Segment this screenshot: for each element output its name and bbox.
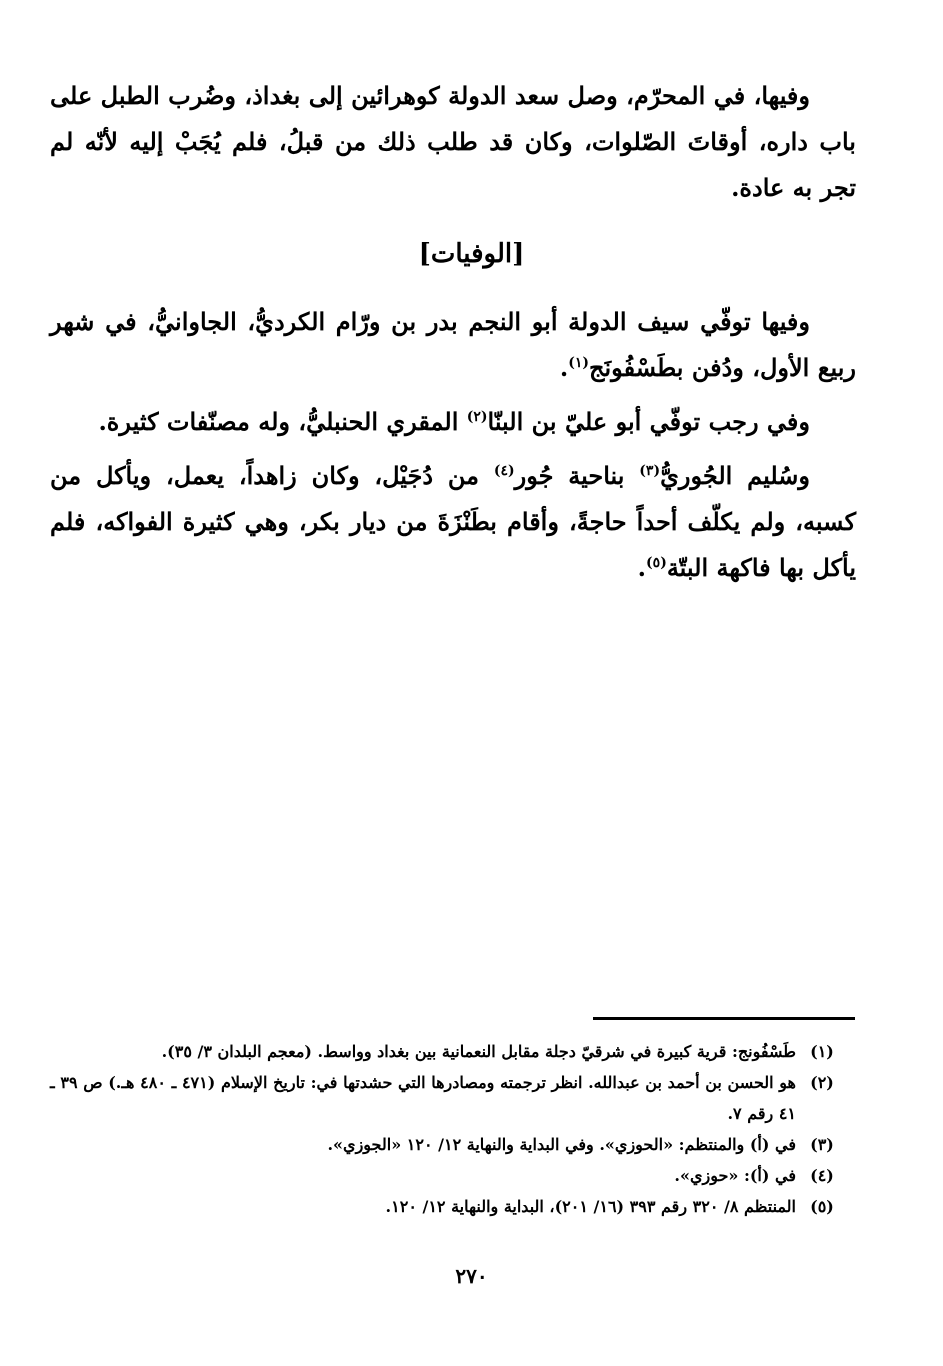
footnote-item [50,1129,856,1160]
paragraph-sulaym [50,453,856,591]
paragraph-sulaym-text-3: من دُجَيْل، وكان زاهداً، يعمل، ويأكل من كسبه، ولم يكلّف أحداً حاجةً، وأقام بطَنْزَةَ من ديار بكر، وهي كثيرة الفواكه، فلم يأكل بها فاكهة البتّة [50,461,856,582]
paragraph-badr-text: وفيها توفّي سيف الدولة أبو النجم بدر بن ورّام الكرديُّ، الجاوانيُّ، في شهر ربيع الأول، ودُفن بطَسْفُونَج [50,307,856,382]
paragraph-badr-end: . [559,353,569,382]
page-number: ٢٧٠ [455,1264,488,1288]
footnote-text: المنتظم ٨/ ٣٢٠ رقم ٣٩٣ (١٦/ ٢٠١)، البداية والنهاية ١٢/ ١٢٠. [385,1197,796,1216]
paragraph-badr-death [50,299,856,391]
paragraph-ibn-banna-death [50,399,856,445]
paragraph-sulaym-text-2: بناحية جُور [514,461,640,490]
footnote-number: (١) [810,1042,834,1061]
footnote-ref-2: (٢) [466,409,488,425]
paragraph-arrival: وفيها، في المحرّم، وصل سعد الدولة كوهرائين إلى بغداذ، وضُرب الطبل على باب داره، أوقاتَ الصّلوات، وكان قد طلب ذلك من قبلُ، فلم يُجَبْ إليه لأنّه لم تجر به عادة. [50,81,856,202]
footnote-number: (٣) [810,1135,834,1154]
footnote-item [50,1191,856,1222]
footnote-item [50,1036,856,1067]
footnote-text: في (أ): «حوزي». [674,1166,796,1185]
footnote-text: في (أ) والمنتظم: «الحوزي». وفي البداية والنهاية ١٢/ ١٢٠ «الجوزي». [327,1135,796,1154]
footnote-item [50,1067,856,1129]
footnote-text: طَسْفُونج: قرية كبيرة في شرقيّ دجلة مقابل النعمانية بين بغداد وواسط. (معجم البلدان ٣/ ٣٥). [161,1042,796,1061]
footnote-ref-1: (١) [568,355,589,371]
paragraph-sulaym-text-1: وسُليم الجُوريُّ [660,461,810,490]
footnote-text: هو الحسن بن أحمد بن عبدالله. انظر ترجمته ومصادرها التي حشدتها في: تاريخ الإسلام (٤٧١ ـ ٤٨٠ هـ.) ص ٣٩ ـ ٤١ رقم ٧. [50,1073,796,1123]
footnote-ref-4: (٤) [493,463,515,479]
footnotes [50,1036,856,1222]
paragraph-ibn-banna-end: المقري الحنبليُّ، وله مصنّفات كثيرة. [98,407,467,436]
footnote-ref-5: (٥) [646,555,667,571]
paragraph-sulaym-end: . [637,553,647,582]
footnote-number: (٥) [810,1197,834,1216]
footnote-item [50,1160,856,1191]
footnote-number: (٢) [810,1073,834,1092]
section-heading-deaths: [الوفيات] [418,239,525,269]
footnote-separator [593,1017,855,1020]
footnote-ref-3: (٣) [639,463,661,479]
footnote-number: (٤) [810,1166,834,1185]
paragraph-ibn-banna-text: وفي رجب توفّي أبو عليّ بن البنّا [487,407,810,436]
